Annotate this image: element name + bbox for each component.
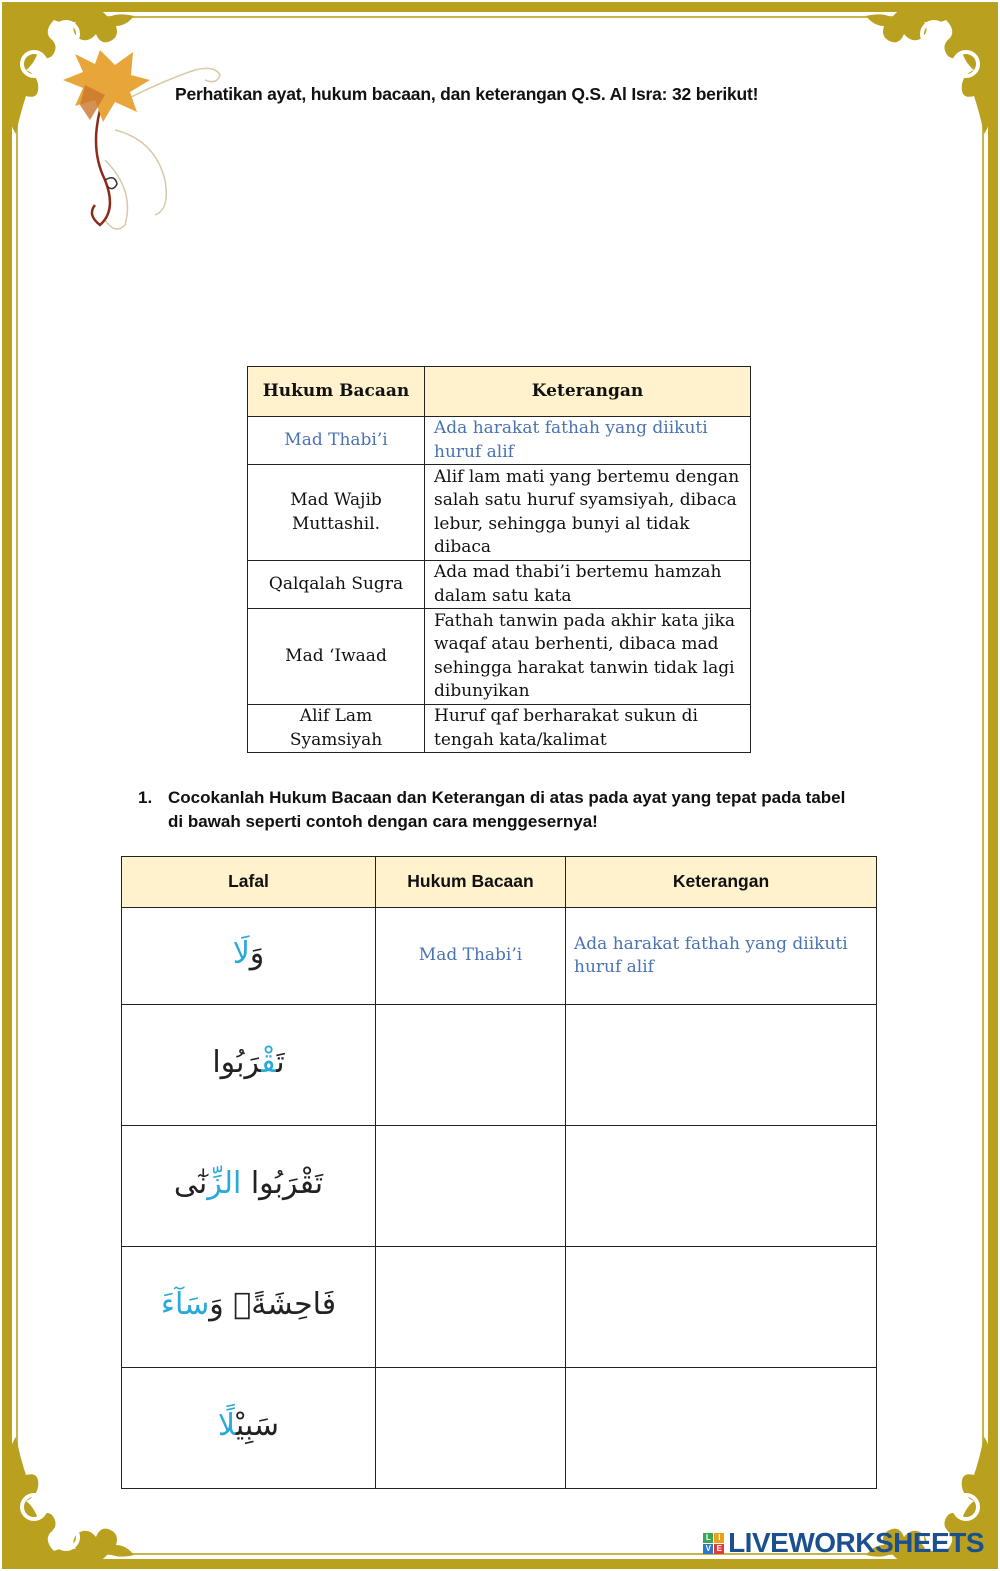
liveworksheets-logo[interactable] [703, 1527, 984, 1559]
header-hukum-bacaan: Hukum Bacaan [376, 857, 566, 908]
lafal-cell [122, 1126, 376, 1247]
arabic-highlight: سَآءَ [160, 1286, 210, 1322]
arabic-text: وَ [249, 935, 265, 971]
arabic-lafal [218, 1408, 279, 1443]
hukum-drop-zone[interactable] [376, 1005, 566, 1126]
answer-table-header [122, 857, 877, 908]
keterangan-drop-zone[interactable] [566, 1126, 877, 1247]
reference-row [248, 465, 751, 561]
lafal-cell [122, 1005, 376, 1126]
arabic-lafal [174, 1166, 323, 1201]
reference-table-header [248, 367, 751, 417]
answer-row [122, 1126, 877, 1247]
lafal-cell [122, 1247, 376, 1368]
hukum-drop-zone[interactable] [376, 1368, 566, 1489]
draggable-keterangan-item[interactable]: Ada harakat fathah yang diikuti huruf alif [425, 417, 751, 465]
answer-row [122, 1005, 877, 1126]
arabic-text: تَ [276, 1044, 285, 1080]
draggable-keterangan-item[interactable]: Ada mad thabi’i bertemu hamzah dalam satu kata [425, 561, 751, 609]
answer-row [122, 1247, 877, 1368]
autumn-leaf-decoration-icon [45, 40, 235, 235]
instruction-title: Perhatikan ayat, hukum bacaan, dan keterangan Q.S. Al Isra: 32 berikut! [175, 84, 759, 104]
answer-table [121, 856, 877, 1489]
arabic-text: نٰٓى [173, 1165, 208, 1201]
logo-text: LIVEWORKSHEETS [728, 1527, 984, 1558]
live-logo-mark-icon [703, 1533, 724, 1554]
draggable-keterangan-item[interactable]: Alif lam mati yang bertemu dengan salah satu huruf syamsiyah, dibaca lebur, sehingga bunyi al tidak dibaca [425, 465, 751, 561]
lafal-cell [122, 1368, 376, 1489]
arabic-lafal [212, 1045, 284, 1080]
arabic-highlight: قْ [261, 1044, 277, 1080]
header-keterangan: Keterangan [566, 857, 877, 908]
draggable-hukum-item[interactable]: Mad ‘Iwaad [248, 609, 425, 705]
arabic-lafal [233, 936, 265, 971]
draggable-hukum-item[interactable]: Alif Lam Syamsiyah [248, 705, 425, 753]
logo-mark-letter: I [714, 1533, 724, 1543]
answer-row-example [122, 908, 877, 1005]
header-lafal: Lafal [122, 857, 376, 908]
keterangan-drop-zone[interactable] [566, 1247, 877, 1368]
draggable-hukum-item[interactable]: Mad Thabi’i [248, 417, 425, 465]
draggable-hukum-item[interactable]: Qalqalah Sugra [248, 561, 425, 609]
arabic-text: فَاحِشَةًۗ وَ [209, 1286, 337, 1322]
header-keterangan: Keterangan [425, 367, 751, 417]
draggable-keterangan-item[interactable]: Huruf qaf berharakat sukun di tengah kata/kalimat [425, 705, 751, 753]
logo-mark-letter: V [703, 1544, 713, 1554]
logo-mark-letter: E [714, 1544, 724, 1554]
reference-row [248, 705, 751, 753]
keterangan-drop-zone[interactable] [566, 1368, 877, 1489]
question-1 [138, 786, 858, 834]
reference-row [248, 609, 751, 705]
arabic-highlight: الزِّ [207, 1165, 242, 1201]
arabic-text: تَقْرَبُوا [241, 1165, 324, 1201]
draggable-hukum-item[interactable]: Mad Wajib Muttashil. [248, 465, 425, 561]
answer-row [122, 1368, 877, 1489]
reference-table [247, 366, 751, 753]
ornament-corner-top-right-icon [856, 4, 996, 144]
reference-row [248, 417, 751, 465]
logo-mark-letter: L [703, 1533, 713, 1543]
hukum-answer-example: Mad Thabi’i [376, 908, 566, 1005]
arabic-highlight: لًا [217, 1407, 236, 1443]
hukum-drop-zone[interactable] [376, 1126, 566, 1247]
question-number: 1. [138, 788, 153, 807]
draggable-keterangan-item[interactable]: Fathah tanwin pada akhir kata jika waqaf atau berhenti, dibaca mad sehingga harakat tanwin tidak lagi dibunyikan [425, 609, 751, 705]
header-hukum-bacaan: Hukum Bacaan [248, 367, 425, 417]
hukum-drop-zone[interactable] [376, 1247, 566, 1368]
arabic-text: رَبُوا [212, 1044, 262, 1080]
reference-row [248, 561, 751, 609]
lafal-cell [122, 908, 376, 1005]
arabic-text: سَبِيْ [235, 1407, 280, 1443]
keterangan-answer-example: Ada harakat fathah yang diikuti huruf alif [566, 908, 877, 1005]
arabic-highlight: لَا [232, 935, 250, 971]
arabic-lafal [161, 1287, 336, 1322]
keterangan-drop-zone[interactable] [566, 1005, 877, 1126]
question-text: Cocokanlah Hukum Bacaan dan Keterangan di atas pada ayat yang tepat pada tabel di bawah seperti contoh dengan cara menggesernya! [168, 788, 846, 831]
